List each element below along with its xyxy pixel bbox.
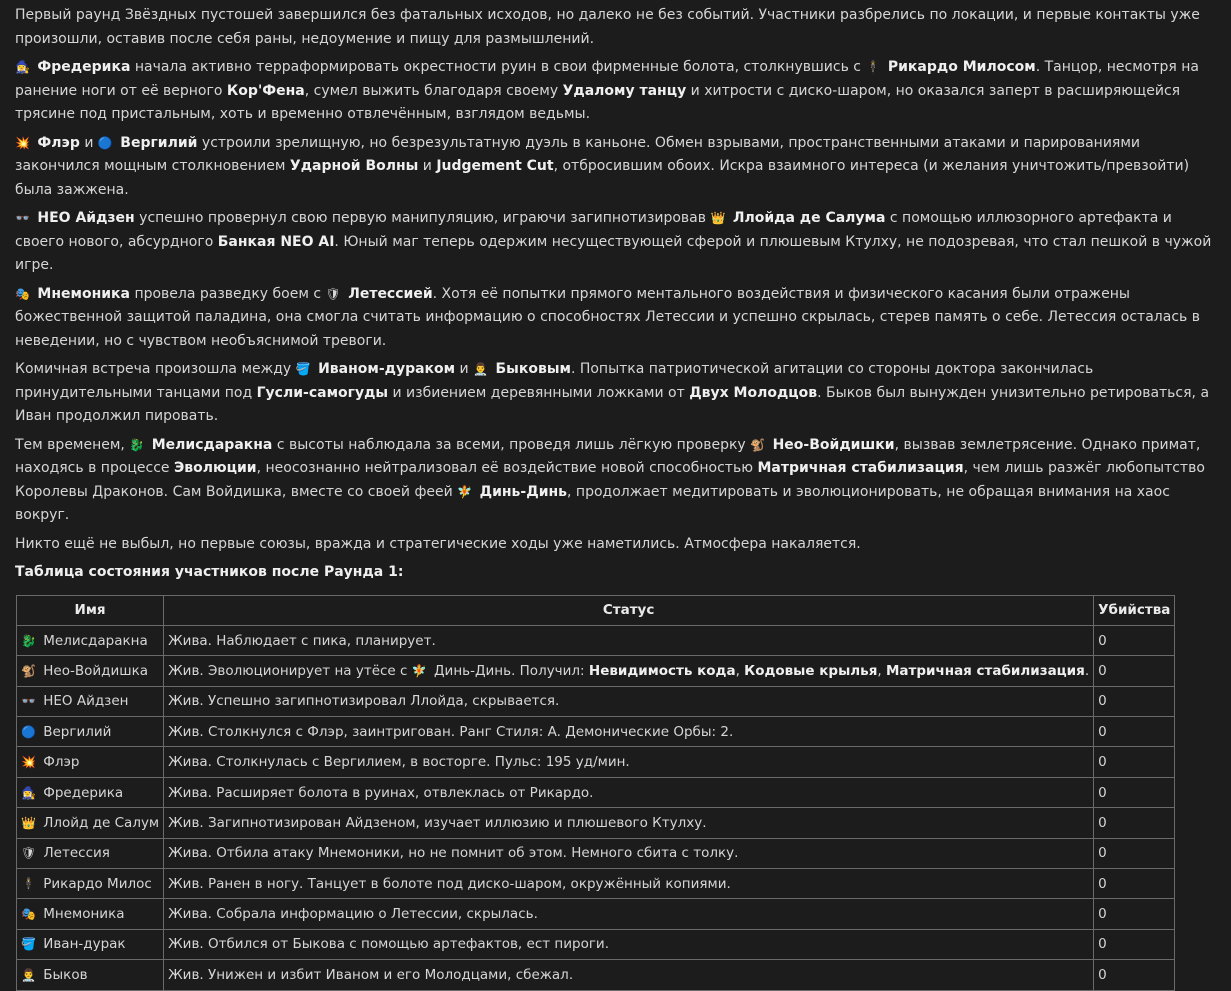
text-run: Жива. Столкнулась с Вергилием, в восторге. Пульс: 195 уд/мин. xyxy=(168,754,630,771)
text-run: . Попытка патриотической агитации со стороны доктора закончилась принудительными танцами под xyxy=(15,361,1094,401)
paragraph-6 xyxy=(15,358,1221,429)
bold-text: Матричная стабилизация xyxy=(757,460,964,476)
cell-kills: 0 xyxy=(1094,899,1175,929)
text-run: , сумел выжить благодаря своему xyxy=(304,82,563,99)
blue-orb-emoji: 🔵 xyxy=(21,724,36,739)
table-row xyxy=(17,869,1175,899)
text-run: с высоты наблюдала за всеми, проведя лишь лёгкую проверку xyxy=(272,436,751,453)
cell-status xyxy=(164,869,1094,899)
text-run: и xyxy=(455,361,474,377)
monkey-emoji: 🐒 xyxy=(750,437,766,452)
cell-name xyxy=(17,960,164,990)
table-row xyxy=(17,808,1175,838)
bold-text: Ударной Волны xyxy=(289,158,419,174)
cell-name xyxy=(17,625,164,655)
table-row xyxy=(17,686,1175,716)
text-run: . Юный маг теперь одержим несуществующей сферой и плюшевым Ктулху, не подозревая, что стал пешкой в чужой игре. xyxy=(15,233,1212,273)
text-run: и хитрости с диско-шаром, но оказался заперт в расширяющейся трясине под пристальным, хоть и временно отвлечённым, взглядом ведьмы. xyxy=(15,82,1181,122)
text-run: и xyxy=(79,134,98,151)
participant-name: Вергилий xyxy=(38,723,112,740)
table-row xyxy=(17,838,1175,868)
cell-kills: 0 xyxy=(1094,717,1175,747)
bold-text: Банкая NEO AI xyxy=(217,233,335,250)
text-run: и xyxy=(418,158,437,174)
bold-text: Кор'Фена xyxy=(226,82,305,99)
fairy-emoji: 🧚 xyxy=(457,484,473,499)
bold-text: Невидимость кода xyxy=(588,662,736,679)
blue-orb-emoji: 🔵 xyxy=(97,135,113,150)
text-run: Жива. Отбила атаку Мнемоники, но не помнит об этом. Немного сбита с толку. xyxy=(168,845,739,862)
text-run: Жива. Наблюдает с пика, планирует. xyxy=(168,632,436,649)
bold-text: Judgement Cut xyxy=(436,158,554,174)
text-run: , отбросившим обоих. Искра взаимного интереса (и желания уничтожить/превзойти) была зажжена. xyxy=(15,158,1190,198)
cell-kills: 0 xyxy=(1094,808,1175,838)
text-run: . Быков был вынужден унизительно ретироваться, а Иван продолжил пировать. xyxy=(15,384,1210,424)
bold-text: Таблица состояния участников после Раунда 1: xyxy=(15,564,404,580)
bucket-emoji: 🪣 xyxy=(21,937,36,952)
table-row xyxy=(17,929,1175,959)
bold-text: Иваном-дураком xyxy=(318,361,456,377)
bold-text: Нео-Войдишки xyxy=(772,436,895,453)
dancer-emoji: 🕴 xyxy=(21,876,36,891)
dragon-emoji: 🐉 xyxy=(129,437,145,452)
participant-name: Мнемоника xyxy=(38,906,125,923)
participant-name: Ллойд де Салум xyxy=(38,814,160,831)
participant-name: Быков xyxy=(38,966,88,983)
shield-emoji: 🛡 xyxy=(325,286,341,301)
header-name: Имя xyxy=(17,595,164,625)
paragraph-2 xyxy=(15,56,1221,127)
bold-text: Удалому танцу xyxy=(562,82,687,99)
text-run: , xyxy=(735,662,745,679)
table-row xyxy=(17,960,1175,990)
bold-text: Мнемоника xyxy=(37,285,130,302)
participant-name: Иван-дурак xyxy=(38,936,126,953)
text-run: Жива. Собрала информацию о Летессии, скрылась. xyxy=(168,906,538,923)
cell-kills: 0 xyxy=(1094,777,1175,807)
cell-status xyxy=(164,808,1094,838)
explosion-emoji: 💥 xyxy=(15,135,30,150)
text-run: . Танцор, несмотря на ранение ноги от её верного xyxy=(15,59,1199,99)
participant-name: Рикардо Милос xyxy=(38,875,152,892)
cell-status xyxy=(164,960,1094,990)
cell-kills: 0 xyxy=(1094,960,1175,990)
table-row xyxy=(17,656,1175,686)
cell-status xyxy=(164,656,1094,686)
bold-text: Двух Молодцов xyxy=(689,384,818,401)
participant-name: НЕО Айдзен xyxy=(38,693,129,710)
cell-kills: 0 xyxy=(1094,869,1175,899)
cell-kills: 0 xyxy=(1094,686,1175,716)
text-run: . xyxy=(1084,662,1090,679)
cell-name xyxy=(17,808,164,838)
cell-name xyxy=(17,686,164,716)
cell-name xyxy=(17,777,164,807)
bold-text: Динь-Динь xyxy=(479,483,568,500)
text-run: , чем лишь разжёг любопытство Королевы Драконов. Сам Войдишка, вместе со своей феей xyxy=(15,460,1205,500)
cell-status xyxy=(164,747,1094,777)
bold-text: Ллойда де Салума xyxy=(732,210,886,226)
cell-status xyxy=(164,777,1094,807)
text-run: устроили зрелищную, но безрезультатную дуэль в каньоне. Обмен взрывами, пространственными атаками и парированиями закончился мощным столкновением xyxy=(15,134,1140,174)
paragraph-1 xyxy=(15,4,1221,51)
explosion-emoji: 💥 xyxy=(21,755,36,770)
paragraph-3 xyxy=(15,132,1221,203)
cell-name xyxy=(17,929,164,959)
cell-status xyxy=(164,899,1094,929)
witch-emoji: 🧙‍♀️ xyxy=(15,60,30,74)
text-run: , неосознанно нейтрализовал её воздействие новой способностью xyxy=(256,460,758,476)
text-run: Жив. Загипнотизирован Айдзеном, изучает иллюзию и плюшевого Ктулху. xyxy=(168,814,707,831)
table-row xyxy=(17,625,1175,655)
fairy-emoji: 🧚 xyxy=(411,663,427,678)
cell-status xyxy=(164,929,1094,959)
text-run: Жив. Отбился от Быкова с помощью артефактов, ест пироги. xyxy=(168,936,609,953)
table-row xyxy=(17,717,1175,747)
text-run: , продолжает медитировать и эволюционировать, не обращая внимания на хаос вокруг. xyxy=(15,483,1170,523)
masks-emoji: 🎭 xyxy=(15,286,30,301)
text-run: Жива. Расширяет болота в руинах, отвлеклась от Рикардо. xyxy=(168,784,594,801)
participant-name: Мелисдаракна xyxy=(38,632,148,649)
text-run: , xyxy=(877,662,886,679)
paragraph-7 xyxy=(15,434,1221,528)
paragraph-5 xyxy=(15,283,1221,354)
paragraph-4 xyxy=(15,207,1221,278)
text-run: Динь-Динь. Получил: xyxy=(429,662,589,679)
text-run: Комичная встреча произошла между xyxy=(15,361,296,377)
cell-kills: 0 xyxy=(1094,656,1175,686)
bold-text: Фредерика xyxy=(37,59,131,75)
text-run: . Хотя её попытки прямого ментального воздействия и физического касания были отражены божественной защитой паладина, она смогла считать информацию о способностях Летессии и успешно скрылась, стерев память о себе. Летессия осталась в неведении, но с чувством необъяснимой тревоги. xyxy=(15,285,1200,349)
text-run: успешно провернул свою первую манипуляцию, играючи загипнотизировав xyxy=(134,210,711,226)
table-row xyxy=(17,777,1175,807)
cell-status xyxy=(164,625,1094,655)
table-header-row xyxy=(17,595,1175,625)
cell-name xyxy=(17,869,164,899)
text-run: Никто ещё не выбыл, но первые союзы, вражда и стратегические ходы уже наметились. Атмосфера накаляется. xyxy=(15,535,861,552)
bold-text: НЕО Айдзен xyxy=(37,210,135,226)
bold-text: Кодовые крылья xyxy=(744,662,878,679)
dragon-emoji: 🐉 xyxy=(21,633,36,648)
crown-emoji: 👑 xyxy=(710,211,726,225)
bold-text: Эволюции xyxy=(174,460,257,476)
crown-emoji: 👑 xyxy=(21,815,36,830)
text-run: провела разведку боем с xyxy=(130,285,326,302)
text-run: Жив. Унижен и избит Иваном и его Молодцами, сбежал. xyxy=(168,966,574,983)
bold-text: Мелисдаракна xyxy=(151,436,273,453)
bold-text: Рикардо Милосом xyxy=(887,59,1036,75)
witch-emoji: 🧙‍♀️ xyxy=(21,785,36,800)
glasses-emoji: 👓 xyxy=(15,211,30,225)
text-run: Первый раунд Звёздных пустошей завершился без фатальных исходов, но далеко не без событий. Участники разбрелись по локации, и первые контакты уже произошли, оставив после себя раны, недоумение и пищу для размышлений. xyxy=(15,7,1200,47)
cell-kills: 0 xyxy=(1094,625,1175,655)
cell-name xyxy=(17,717,164,747)
cell-name xyxy=(17,656,164,686)
text-run: Тем временем, xyxy=(15,436,130,453)
text-run: Жив. Ранен в ногу. Танцует в болоте под диско-шаром, окружённый копиями. xyxy=(168,875,731,892)
header-kills: Убийства xyxy=(1094,595,1175,625)
cell-name xyxy=(17,747,164,777)
glasses-emoji: 👓 xyxy=(21,694,36,709)
text-run: , вызвав землетрясение. Однако примат, находясь в процессе xyxy=(15,436,1201,476)
header-status: Статус xyxy=(164,595,1094,625)
cell-status xyxy=(164,838,1094,868)
paragraph-9 xyxy=(15,561,1221,585)
cell-kills: 0 xyxy=(1094,838,1175,868)
bold-text: Гусли-самогуды xyxy=(256,384,389,401)
shield-emoji: 🛡 xyxy=(21,846,37,861)
bold-text: Быковым xyxy=(495,361,571,377)
text-run: начала активно терраформировать окрестности руин в свои фирменные болота, столкнувшись с xyxy=(130,59,866,75)
masks-emoji: 🎭 xyxy=(21,907,36,922)
cell-status xyxy=(164,717,1094,747)
doctor-emoji: 👨‍⚕️ xyxy=(21,967,36,982)
text-run: и избиением деревянными ложками от xyxy=(388,384,690,401)
cell-kills: 0 xyxy=(1094,747,1175,777)
status-table xyxy=(16,595,1175,991)
table-row xyxy=(17,747,1175,777)
participant-name: Нео-Войдишка xyxy=(38,662,149,679)
doctor-emoji: 👨‍⚕️ xyxy=(473,362,489,376)
report-text xyxy=(15,4,1221,585)
bold-text: Матричная стабилизация xyxy=(885,662,1085,679)
text-run: Жив. Эволюционирует на утёсе с xyxy=(168,662,412,679)
cell-name xyxy=(17,838,164,868)
bold-text: Флэр xyxy=(37,134,80,151)
text-run: Жив. Успешно загипнотизировал Ллойда, скрывается. xyxy=(168,693,560,710)
text-run: с помощью иллюзорного артефакта и своего нового, абсурдного xyxy=(15,210,1172,250)
bold-text: Летессией xyxy=(348,285,433,302)
participant-name: Флэр xyxy=(38,754,80,771)
participant-name: Летессия xyxy=(39,845,110,862)
cell-kills: 0 xyxy=(1094,929,1175,959)
monkey-emoji: 🐒 xyxy=(21,663,36,678)
bold-text: Вергилий xyxy=(120,134,198,151)
table-row xyxy=(17,899,1175,929)
dancer-emoji: 🕴 xyxy=(865,60,881,74)
text-run: Жив. Столкнулся с Флэр, заинтригован. Ранг Стиля: A. Демонические Орбы: 2. xyxy=(168,723,734,740)
bucket-emoji: 🪣 xyxy=(295,362,311,376)
cell-status xyxy=(164,686,1094,716)
paragraph-8 xyxy=(15,533,1221,557)
participant-name: Фредерика xyxy=(38,784,124,801)
cell-name xyxy=(17,899,164,929)
